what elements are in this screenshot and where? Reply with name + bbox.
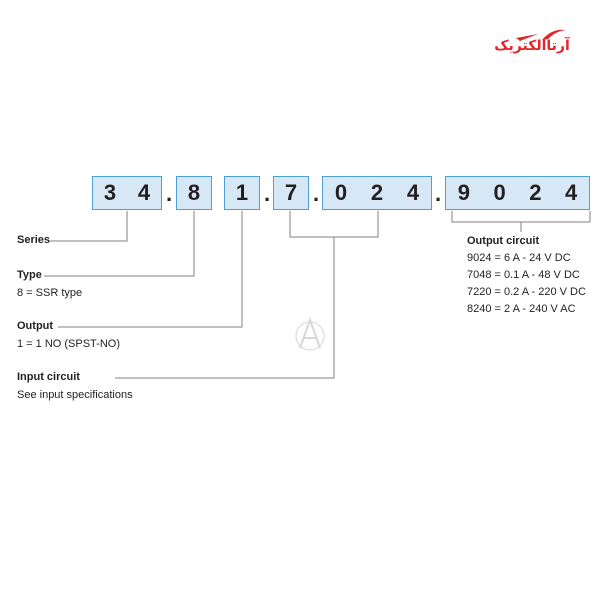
code-digit: 3 (103, 180, 117, 205)
logo-text: آرتاالکتریک (494, 38, 570, 54)
input-bracket (290, 211, 378, 237)
output-circuit-title: Output circuit (467, 235, 540, 247)
code-box-series (92, 176, 162, 210)
code-box-input-first (273, 176, 309, 210)
code-digit: 8 (187, 180, 201, 205)
code-digit: 0 (334, 180, 348, 205)
input-connector (115, 237, 334, 378)
code-digit: 4 (565, 180, 578, 205)
code-digit: 1 (235, 180, 249, 205)
code-digit: 4 (406, 180, 420, 205)
code-separator: . (435, 181, 442, 206)
code-separator: . (264, 181, 271, 206)
input-circuit-title: Input circuit (17, 371, 80, 383)
output-connector (58, 211, 242, 327)
code-digit: 0 (493, 180, 506, 205)
code-separator: . (166, 181, 173, 206)
output-circuit-option: 7220 = 0.2 A - 220 V DC (467, 286, 586, 298)
type-title: Type (17, 269, 42, 281)
series-connector (50, 211, 127, 241)
output-desc: 1 = 1 NO (SPST-NO) (17, 338, 120, 350)
watermark-icon (292, 314, 328, 354)
code-separator: . (313, 181, 320, 206)
type-desc: 8 = SSR type (17, 287, 83, 299)
code-digit: 2 (529, 180, 542, 205)
code-box-input-rest (322, 176, 432, 210)
type-connector (44, 211, 194, 276)
output-title: Output (17, 320, 54, 332)
output-circuit-option: 8240 = 2 A - 240 V AC (467, 303, 576, 315)
code-digit: 9 (457, 180, 470, 205)
output-circuit-bracket (452, 211, 590, 222)
code-box-output (224, 176, 260, 210)
code-digit: 4 (137, 180, 151, 205)
series-title: Series (17, 234, 51, 246)
code-digit: 2 (370, 180, 384, 205)
code-box-type (176, 176, 212, 210)
code-box-output-circuit (445, 176, 590, 210)
input-circuit-desc: See input specifications (17, 389, 133, 401)
output-circuit-option: 9024 = 6 A - 24 V DC (467, 252, 571, 264)
code-digit: 7 (284, 180, 298, 205)
output-circuit-option: 7048 = 0.1 A - 48 V DC (467, 269, 580, 281)
